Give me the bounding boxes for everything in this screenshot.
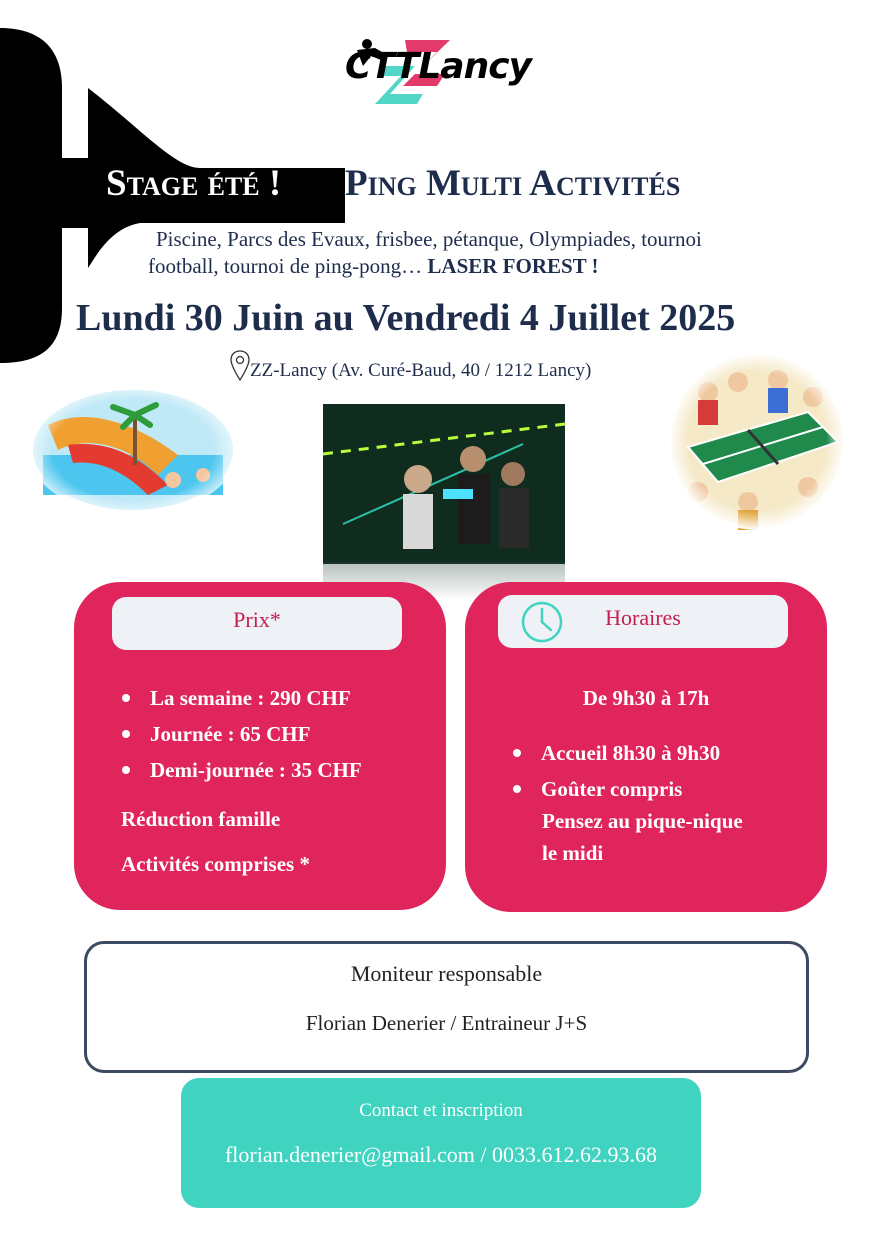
title-stage-ete: Stage été ! <box>106 163 282 204</box>
moniteur-name: Florian Denerier / Entraineur J+S <box>305 1011 588 1035</box>
logo-text: CTTLancy <box>345 46 532 87</box>
prix-item-label: Journée : 65 CHF <box>150 722 311 746</box>
pique-nique-note-2: le midi <box>542 841 604 865</box>
club-logo <box>345 36 530 106</box>
pique-nique-note-1: Pensez au pique-nique <box>542 809 743 833</box>
ping-pong-cartoon <box>668 352 846 530</box>
prix-card <box>74 582 446 910</box>
activities-description <box>148 226 808 280</box>
horaires-item <box>513 777 682 802</box>
bullet-icon <box>122 694 130 702</box>
activites-comprises: Activités comprises * <box>121 852 310 876</box>
laser-forest-photo <box>323 404 565 564</box>
reduction-famille: Réduction famille <box>121 807 281 831</box>
moniteur-box <box>84 941 809 1073</box>
horaires-heading: Horaires <box>605 605 681 630</box>
bullet-icon <box>122 730 130 738</box>
horaires-item <box>513 741 720 766</box>
pool-illustration <box>28 385 238 515</box>
bullet-icon <box>513 785 521 793</box>
horaires-card <box>465 582 827 912</box>
map-pin-icon <box>230 350 250 382</box>
location-text: ZZ-Lancy (Av. Curé-Baud, 40 / 1212 Lancy) <box>250 360 592 381</box>
contact-info[interactable]: florian.denerier@gmail.com / 0033.612.62.93.68 <box>224 1142 658 1167</box>
horaires-hours: De 9h30 à 17h <box>582 686 710 710</box>
prix-heading: Prix* <box>233 607 281 632</box>
activities-line-2a: football, tournoi de ping-pong… <box>148 254 428 278</box>
contact-box <box>181 1078 701 1208</box>
activities-line-1: Piscine, Parcs des Evaux, frisbee, pétanque, Olympiades, tournoi <box>156 227 702 251</box>
prix-item <box>122 686 351 711</box>
horaires-item-label: Goûter compris <box>541 777 683 801</box>
prix-item-label: La semaine : 290 CHF <box>150 686 351 710</box>
prix-tab <box>112 597 402 650</box>
prix-item <box>122 722 310 747</box>
prix-item-label: Demi-journée : 35 CHF <box>150 758 362 782</box>
prix-item <box>122 758 362 783</box>
laser-forest-highlight: LASER FOREST ! <box>427 254 599 278</box>
moniteur-title: Moniteur responsable <box>350 961 543 986</box>
title-ping-multi: Ping Multi Activités <box>345 163 681 204</box>
location <box>230 350 591 382</box>
horaires-item-label: Accueil 8h30 à 9h30 <box>541 741 721 765</box>
contact-title: Contact et inscription <box>359 1100 523 1121</box>
bullet-icon <box>122 766 130 774</box>
bullet-icon <box>513 749 521 757</box>
stage-dates: Lundi 30 Juin au Vendredi 4 Juillet 2025 <box>76 297 736 339</box>
horaires-tab <box>498 595 788 648</box>
activities-line-2 <box>148 253 808 280</box>
